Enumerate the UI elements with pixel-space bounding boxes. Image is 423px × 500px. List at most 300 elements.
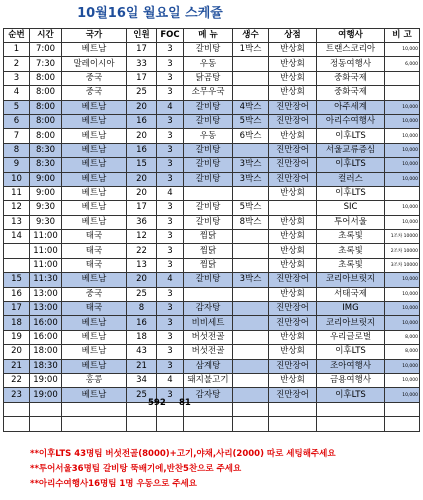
- cell-no: 18: [4, 316, 30, 330]
- cell-menu: 갈비탕: [184, 114, 233, 128]
- cell-menu: 갈비탕: [184, 100, 233, 114]
- cell-pax: 25: [127, 287, 157, 301]
- cell-water: 1박스: [233, 43, 269, 57]
- empty-row: [4, 417, 420, 431]
- note-2: **투어서울36명팀 갈비탕 뚝배기에,반찬5찬으로 주세요: [30, 464, 242, 474]
- cell-time: 8:00: [30, 114, 62, 128]
- cell-pax: 20: [127, 273, 157, 287]
- cell-foc: 4: [157, 186, 184, 200]
- cell-foc: 3: [157, 330, 184, 344]
- cell-no: 5: [4, 100, 30, 114]
- cell-country: 베트남: [62, 158, 127, 172]
- empty-cell: [184, 417, 233, 431]
- cell-agency: 아주세계: [317, 100, 385, 114]
- cell-shop: 반상회: [269, 244, 317, 258]
- cell-shop: 반상회: [269, 71, 317, 85]
- cell-foc: 3: [157, 316, 184, 330]
- table-row: [4, 287, 420, 301]
- cell-shop: 진만장어: [269, 114, 317, 128]
- column-header: 상점: [269, 29, 317, 43]
- cell-agency: 정동여행사: [317, 57, 385, 71]
- column-header: 생수: [233, 29, 269, 43]
- cell-agency: 중화국제: [317, 86, 385, 100]
- cell-water: [233, 86, 269, 100]
- cell-pax: 34: [127, 373, 157, 387]
- cell-agency: 서울교류증심: [317, 143, 385, 157]
- column-header: FOC: [157, 29, 184, 43]
- cell-foc: 4: [157, 273, 184, 287]
- cell-price: [385, 186, 420, 200]
- cell-price: 8,000: [385, 345, 420, 359]
- cell-time: 8:00: [30, 86, 62, 100]
- cell-menu: 돼지불고기: [184, 373, 233, 387]
- column-header: 여행사: [317, 29, 385, 43]
- cell-price: 3조차 10000: [385, 258, 420, 272]
- cell-no: 1: [4, 43, 30, 57]
- cell-menu: 감자탕: [184, 302, 233, 316]
- cell-menu: 비비세트: [184, 316, 233, 330]
- cell-price: 10,000: [385, 201, 420, 215]
- cell-price: 10,000: [385, 388, 420, 402]
- cell-no: 16: [4, 287, 30, 301]
- cell-country: 베트남: [62, 186, 127, 200]
- cell-time: 7:30: [30, 57, 62, 71]
- cell-price: 10,000: [385, 287, 420, 301]
- cell-time: 11:00: [30, 258, 62, 272]
- cell-water: [233, 302, 269, 316]
- cell-agency: SIC: [317, 201, 385, 215]
- table-row: [4, 345, 420, 359]
- cell-water: [233, 287, 269, 301]
- cell-time: 9:30: [30, 201, 62, 215]
- cell-menu: 삼계탕: [184, 359, 233, 373]
- empty-cell: [30, 417, 62, 431]
- cell-water: [233, 230, 269, 244]
- note-1: **이후LTS 43명팀 버섯전골(8000)+고기,야채,사리(2000) 따로 세팅해주세요: [30, 449, 336, 459]
- cell-country: 베트남: [62, 143, 127, 157]
- cell-agency: IMG: [317, 302, 385, 316]
- cell-no: 8: [4, 143, 30, 157]
- cell-country: 태국: [62, 244, 127, 258]
- cell-no: 11: [4, 186, 30, 200]
- cell-country: 태국: [62, 258, 127, 272]
- table-row: [4, 86, 420, 100]
- table-row: [4, 258, 420, 272]
- header-row: [4, 29, 420, 43]
- cell-pax: 20: [127, 172, 157, 186]
- cell-price: 1조차 10000: [385, 230, 420, 244]
- cell-foc: 4: [157, 373, 184, 387]
- cell-water: 3박스: [233, 172, 269, 186]
- cell-country: 베트남: [62, 273, 127, 287]
- cell-foc: 3: [157, 158, 184, 172]
- cell-no: 12: [4, 201, 30, 215]
- cell-pax: 8: [127, 302, 157, 316]
- cell-price: 10,000: [385, 158, 420, 172]
- table-row: [4, 186, 420, 200]
- cell-country: 중국: [62, 287, 127, 301]
- cell-menu: 감자탕: [184, 388, 233, 402]
- cell-country: 태국: [62, 230, 127, 244]
- cell-foc: 3: [157, 230, 184, 244]
- cell-country: 베트남: [62, 330, 127, 344]
- cell-pax: 43: [127, 345, 157, 359]
- note-3: **아리수여행사16명팀 1명 우동으로 주세요: [30, 479, 197, 489]
- cell-water: 5박스: [233, 201, 269, 215]
- column-header: 순번: [4, 29, 30, 43]
- cell-menu: 갈비탕: [184, 43, 233, 57]
- cell-price: 10,000: [385, 316, 420, 330]
- cell-country: 베트남: [62, 172, 127, 186]
- cell-pax: 18: [127, 330, 157, 344]
- cell-water: [233, 359, 269, 373]
- cell-price: [385, 86, 420, 100]
- cell-country: 베트남: [62, 215, 127, 229]
- page-title: 10월16일 월요일 스케쥴: [77, 6, 223, 21]
- cell-country: 말레이시아: [62, 57, 127, 71]
- cell-agency: 조아여행사: [317, 359, 385, 373]
- cell-shop: 반상회: [269, 373, 317, 387]
- table-row: [4, 158, 420, 172]
- cell-agency: 이후LTS: [317, 129, 385, 143]
- empty-cell: [269, 417, 317, 431]
- cell-time: 8:00: [30, 100, 62, 114]
- empty-cell: [62, 417, 127, 431]
- cell-country: 베트남: [62, 316, 127, 330]
- cell-menu: 갈비탕: [184, 158, 233, 172]
- cell-foc: 3: [157, 172, 184, 186]
- cell-menu: 갈비탕: [184, 273, 233, 287]
- cell-time: 11:00: [30, 244, 62, 258]
- cell-price: 10,000: [385, 273, 420, 287]
- cell-price: [385, 71, 420, 85]
- cell-agency: 컬러스: [317, 172, 385, 186]
- column-header: 시간: [30, 29, 62, 43]
- cell-shop: 반상회: [269, 57, 317, 71]
- cell-time: 11:00: [30, 230, 62, 244]
- cell-price: 10,000: [385, 373, 420, 387]
- cell-menu: 찜닭: [184, 244, 233, 258]
- table-row: [4, 244, 420, 258]
- cell-no: 2: [4, 57, 30, 71]
- cell-no: 3: [4, 71, 30, 85]
- cell-foc: 3: [157, 345, 184, 359]
- cell-pax: 17: [127, 71, 157, 85]
- cell-foc: 3: [157, 129, 184, 143]
- cell-foc: 3: [157, 143, 184, 157]
- cell-menu: 갈비탕: [184, 215, 233, 229]
- cell-menu: 갈비탕: [184, 172, 233, 186]
- cell-time: 8:00: [30, 71, 62, 85]
- cell-foc: 3: [157, 114, 184, 128]
- cell-shop: 반상회: [269, 43, 317, 57]
- cell-time: 11:30: [30, 273, 62, 287]
- cell-agency: 우리글로벌: [317, 330, 385, 344]
- cell-foc: 3: [157, 244, 184, 258]
- cell-no: 10: [4, 172, 30, 186]
- cell-water: [233, 244, 269, 258]
- cell-foc: 3: [157, 287, 184, 301]
- cell-no: 4: [4, 86, 30, 100]
- cell-no: 23: [4, 388, 30, 402]
- cell-price: 10,000: [385, 114, 420, 128]
- cell-menu: 찜닭: [184, 258, 233, 272]
- cell-pax: 12: [127, 230, 157, 244]
- cell-water: [233, 330, 269, 344]
- cell-price: 10,000: [385, 129, 420, 143]
- cell-price: 10,000: [385, 100, 420, 114]
- cell-no: 17: [4, 302, 30, 316]
- empty-cell: [385, 417, 420, 431]
- table-row: [4, 373, 420, 387]
- cell-pax: 20: [127, 100, 157, 114]
- table-row: [4, 57, 420, 71]
- empty-cell: [127, 417, 157, 431]
- cell-foc: 3: [157, 43, 184, 57]
- cell-no: 15: [4, 273, 30, 287]
- cell-no: 7: [4, 129, 30, 143]
- cell-foc: 3: [157, 258, 184, 272]
- cell-water: [233, 258, 269, 272]
- cell-price: 10,000: [385, 43, 420, 57]
- table-row: [4, 129, 420, 143]
- cell-menu: 버섯전골: [184, 345, 233, 359]
- cell-agency: 이후LTS: [317, 345, 385, 359]
- cell-agency: 이후LTS: [317, 158, 385, 172]
- cell-pax: 22: [127, 244, 157, 258]
- total-pax: 592: [148, 398, 166, 408]
- cell-agency: 코리아브릿지: [317, 316, 385, 330]
- cell-time: 7:00: [30, 43, 62, 57]
- cell-no: [4, 244, 30, 258]
- cell-country: 베트남: [62, 345, 127, 359]
- cell-menu: 소무우국: [184, 86, 233, 100]
- cell-water: [233, 345, 269, 359]
- table-row: [4, 201, 420, 215]
- table-row: [4, 172, 420, 186]
- table-row: [4, 316, 420, 330]
- table-row: [4, 273, 420, 287]
- cell-menu: [184, 287, 233, 301]
- cell-shop: 반상회: [269, 215, 317, 229]
- cell-pax: 13: [127, 258, 157, 272]
- cell-price: 10,000: [385, 215, 420, 229]
- cell-country: 태국: [62, 302, 127, 316]
- cell-water: [233, 57, 269, 71]
- cell-shop: [269, 201, 317, 215]
- cell-pax: 15: [127, 158, 157, 172]
- cell-country: 베트남: [62, 201, 127, 215]
- cell-agency: 코리아브릿지: [317, 273, 385, 287]
- cell-agency: 트랜스코리아: [317, 43, 385, 57]
- cell-shop: 진만장어: [269, 172, 317, 186]
- table-row: [4, 114, 420, 128]
- cell-agency: 이후LTS: [317, 388, 385, 402]
- cell-shop: 반상회: [269, 287, 317, 301]
- column-header: 메 뉴: [184, 29, 233, 43]
- cell-time: 9:00: [30, 186, 62, 200]
- cell-foc: 3: [157, 388, 184, 402]
- cell-shop: 반상회: [269, 86, 317, 100]
- cell-pax: 16: [127, 316, 157, 330]
- cell-price: 2조차 10000: [385, 244, 420, 258]
- cell-no: 19: [4, 330, 30, 344]
- cell-pax: 33: [127, 57, 157, 71]
- cell-menu: 우동: [184, 129, 233, 143]
- column-header: 비 고: [385, 29, 420, 43]
- cell-shop: 진만장어: [269, 100, 317, 114]
- cell-water: 4박스: [233, 100, 269, 114]
- table-row: [4, 359, 420, 373]
- cell-agency: 초록빛: [317, 244, 385, 258]
- cell-pax: 16: [127, 143, 157, 157]
- cell-shop: 반상회: [269, 129, 317, 143]
- cell-foc: 3: [157, 86, 184, 100]
- cell-agency: 서태국제: [317, 287, 385, 301]
- cell-pax: 20: [127, 186, 157, 200]
- table-row: [4, 143, 420, 157]
- table-row: [4, 230, 420, 244]
- table-row: [4, 215, 420, 229]
- column-header: 인원: [127, 29, 157, 43]
- cell-pax: 20: [127, 129, 157, 143]
- cell-time: 16:00: [30, 330, 62, 344]
- cell-no: 13: [4, 215, 30, 229]
- cell-water: [233, 143, 269, 157]
- cell-time: 13:00: [30, 302, 62, 316]
- cell-agency: 초록빛: [317, 230, 385, 244]
- cell-shop: 반상회: [269, 330, 317, 344]
- cell-pax: 36: [127, 215, 157, 229]
- cell-country: 중국: [62, 71, 127, 85]
- cell-shop: 진만장어: [269, 302, 317, 316]
- cell-no: 20: [4, 345, 30, 359]
- cell-pax: 16: [127, 114, 157, 128]
- cell-water: [233, 316, 269, 330]
- empty-cell: [4, 417, 30, 431]
- cell-water: [233, 71, 269, 85]
- cell-price: 10,000: [385, 172, 420, 186]
- cell-time: 18:30: [30, 359, 62, 373]
- cell-water: 3박스: [233, 158, 269, 172]
- cell-pax: 25: [127, 388, 157, 402]
- cell-time: 9:00: [30, 172, 62, 186]
- cell-shop: 진만장어: [269, 388, 317, 402]
- cell-no: 6: [4, 114, 30, 128]
- cell-shop: 반상회: [269, 186, 317, 200]
- cell-country: 베트남: [62, 100, 127, 114]
- cell-shop: 반상회: [269, 230, 317, 244]
- cell-country: 베트남: [62, 129, 127, 143]
- cell-agency: 금용여행사: [317, 373, 385, 387]
- cell-water: [233, 373, 269, 387]
- cell-no: 14: [4, 230, 30, 244]
- cell-country: 홍콩: [62, 373, 127, 387]
- cell-foc: 3: [157, 302, 184, 316]
- cell-agency: 투어서울: [317, 215, 385, 229]
- cell-pax: 25: [127, 86, 157, 100]
- empty-cell: [157, 417, 184, 431]
- table-row: [4, 302, 420, 316]
- schedule-table: [3, 28, 420, 432]
- cell-menu: 버섯전골: [184, 330, 233, 344]
- cell-time: 19:00: [30, 373, 62, 387]
- cell-time: 9:30: [30, 215, 62, 229]
- cell-shop: 진만장어: [269, 143, 317, 157]
- cell-price: 10,000: [385, 359, 420, 373]
- cell-time: 16:00: [30, 316, 62, 330]
- cell-time: 19:00: [30, 388, 62, 402]
- empty-cell: [233, 417, 269, 431]
- cell-no: 9: [4, 158, 30, 172]
- cell-country: 베트남: [62, 359, 127, 373]
- cell-country: 중국: [62, 86, 127, 100]
- cell-foc: 3: [157, 359, 184, 373]
- cell-price: 8,000: [385, 330, 420, 344]
- cell-shop: 진만장어: [269, 158, 317, 172]
- cell-pax: 17: [127, 201, 157, 215]
- cell-shop: 진만장어: [269, 359, 317, 373]
- cell-price: 6,000: [385, 57, 420, 71]
- totals-row: [0, 398, 423, 412]
- cell-water: 8박스: [233, 215, 269, 229]
- cell-foc: 4: [157, 100, 184, 114]
- cell-country: 베트남: [62, 114, 127, 128]
- table-row: [4, 330, 420, 344]
- cell-shop: 진만장어: [269, 273, 317, 287]
- cell-foc: 3: [157, 201, 184, 215]
- cell-agency: 초록빛: [317, 258, 385, 272]
- cell-pax: 17: [127, 43, 157, 57]
- cell-menu: 우동: [184, 57, 233, 71]
- cell-time: 8:00: [30, 129, 62, 143]
- table-row: [4, 100, 420, 114]
- cell-shop: 반상회: [269, 345, 317, 359]
- cell-menu: [184, 186, 233, 200]
- cell-foc: 3: [157, 215, 184, 229]
- cell-foc: 3: [157, 71, 184, 85]
- total-foc: 81: [179, 398, 191, 408]
- table-row: [4, 43, 420, 57]
- cell-no: [4, 258, 30, 272]
- table-row: [4, 71, 420, 85]
- cell-menu: 찜닭: [184, 230, 233, 244]
- column-header: 국가: [62, 29, 127, 43]
- cell-time: 13:00: [30, 287, 62, 301]
- cell-no: 21: [4, 359, 30, 373]
- cell-water: [233, 186, 269, 200]
- cell-pax: 21: [127, 359, 157, 373]
- cell-shop: 반상회: [269, 258, 317, 272]
- cell-water: 3박스: [233, 273, 269, 287]
- cell-menu: 갈비탕: [184, 143, 233, 157]
- cell-price: 10,000: [385, 143, 420, 157]
- cell-time: 8:30: [30, 143, 62, 157]
- cell-time: 18:00: [30, 345, 62, 359]
- cell-time: 8:30: [30, 158, 62, 172]
- cell-menu: 닭곰탕: [184, 71, 233, 85]
- cell-country: 베트남: [62, 388, 127, 402]
- cell-water: 6박스: [233, 129, 269, 143]
- cell-country: 베트남: [62, 43, 127, 57]
- empty-cell: [317, 417, 385, 431]
- cell-water: 5박스: [233, 114, 269, 128]
- cell-agency: 이후LTS: [317, 186, 385, 200]
- cell-menu: 갈비탕: [184, 201, 233, 215]
- cell-price: 10,000: [385, 302, 420, 316]
- cell-agency: 아리수여행사: [317, 114, 385, 128]
- cell-no: 22: [4, 373, 30, 387]
